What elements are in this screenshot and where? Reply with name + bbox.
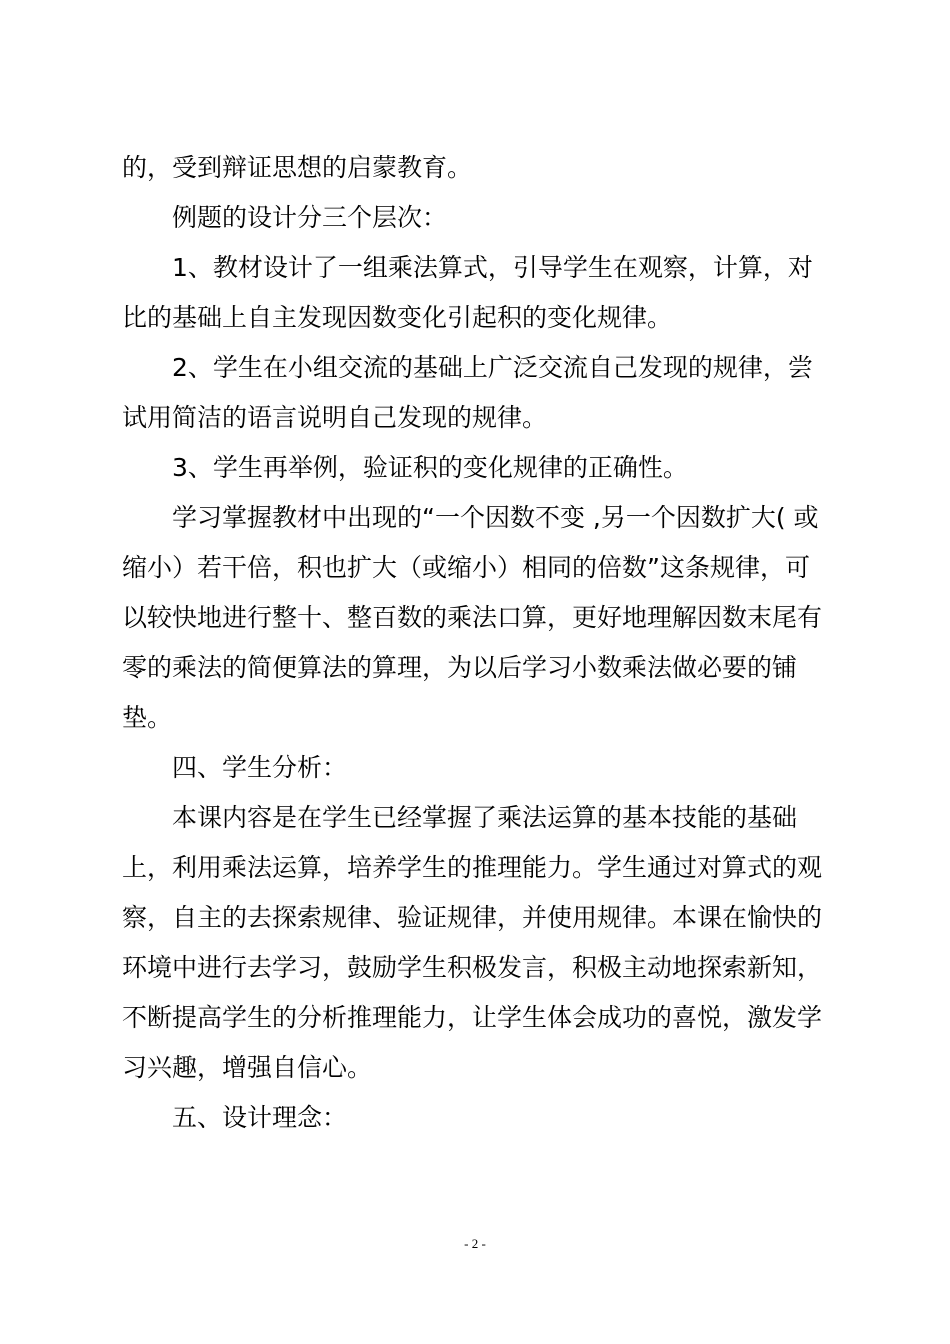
- text-line: 3、学生再举例，验证积的变化规律的正确性。: [172, 453, 688, 482]
- text-line: 缩小）若干倍，积也扩大（或缩小）相同的倍数”这条规律，可: [122, 553, 810, 582]
- text-line: 1、教材设计了一组乘法算式，引导学生在观察，计算，对: [172, 253, 813, 282]
- text-line: 上，利用乘法运算，培养学生的推理能力。学生通过对算式的观: [122, 853, 823, 882]
- text-line: 的，受到辩证思想的启蒙教育。: [122, 153, 473, 182]
- text-line: 不断提高学生的分析推理能力，让学生体会成功的喜悦，激发学: [122, 1003, 823, 1032]
- text-line: 垫。: [122, 703, 173, 732]
- text-line: 2、学生在小组交流的基础上广泛交流自己发现的规律，尝: [172, 353, 813, 382]
- page-number: - 2 -: [464, 1236, 486, 1251]
- text-line: 环境中进行去学习，鼓励学生积极发言，积极主动地探索新知，: [122, 953, 823, 982]
- text-line: 试用简洁的语言说明自己发现的规律。: [122, 403, 548, 432]
- text-line: 习兴趣，增强自信心。: [122, 1053, 373, 1082]
- section-heading: 五、设计理念：: [172, 1103, 348, 1132]
- text-line: 察，自主的去探索规律、验证规律，并使用规律。本课在愉快的: [122, 903, 823, 932]
- text-line: 零的乘法的简便算法的算理，为以后学习小数乘法做必要的铺: [122, 653, 798, 682]
- text-line: 例题的设计分三个层次：: [172, 203, 448, 232]
- section-heading: 四、学生分析：: [172, 753, 348, 782]
- text-line: 以较快地进行整十、整百数的乘法口算，更好地理解因数末尾有: [122, 603, 823, 632]
- text-line: 本课内容是在学生已经掌握了乘法运算的基本技能的基础: [172, 803, 798, 832]
- text-line: 学习掌握教材中出现的“一个因数不变 ,另一个因数扩大( 或: [172, 503, 819, 532]
- text-line: 比的基础上自主发现因数变化引起积的变化规律。: [122, 303, 673, 332]
